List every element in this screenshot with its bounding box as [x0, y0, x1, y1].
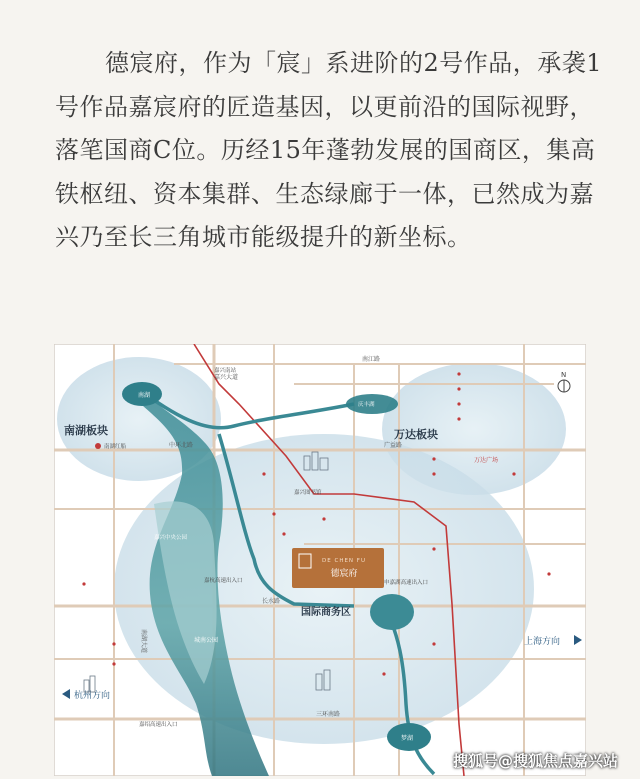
intro-line-5: 兴乃至长三角城市能级提升的新坐标。 — [55, 223, 472, 251]
intl-business-label: 国际商务区 — [301, 607, 351, 618]
landmark-red-boat: 南湖红船 — [104, 444, 127, 450]
landmark-shenjia-expressway: 申嘉湖高速出入口 — [384, 580, 429, 586]
central-park-lake — [370, 594, 414, 630]
road-label-sanhuan-south: 三环南路 — [316, 711, 341, 718]
landmark-wanda-plaza: 万达广场 — [474, 457, 499, 464]
nanhu-district-label: 南湖板块 — [64, 424, 108, 437]
intro-paragraph — [55, 42, 603, 260]
intro-line-3: 落笔国商C位。历经15年蓬勃发展的国商区，集高 — [55, 136, 596, 164]
landmark-library: 嘉兴图书馆 — [294, 490, 322, 496]
source-watermark: 搜狐号@搜狐焦点嘉兴站 — [452, 752, 618, 770]
road-label-guangyi: 广益路 — [384, 442, 403, 449]
intro-line-4: 铁枢纽、资本集群、生态绿廊于一体，已然成为嘉 — [55, 179, 594, 208]
project-name-label: 德宸府 — [330, 569, 358, 579]
wanda-district-label: 万达板块 — [394, 428, 438, 441]
landmark-central-park: 嘉兴中央公园 — [154, 535, 188, 541]
road-label-changshui: 长水路 — [262, 598, 281, 605]
landmark-jiaxing-south-station: 嘉兴南站 — [214, 368, 237, 374]
intro-line-2: 号作品嘉宸府的匠造基因，以更前沿的国际视野， — [55, 92, 594, 121]
road-label-nanjiang: 南江路 — [362, 356, 381, 363]
compass-north-label: N — [561, 371, 567, 379]
project-sub-label: DE CHEN FU — [322, 558, 366, 564]
landmark-chengnan-park: 城南公园 — [194, 637, 219, 644]
location-map[interactable] — [54, 344, 586, 776]
landmark-jiahang-expressway: 嘉杭高速出入口 — [204, 578, 243, 584]
intro-line-1: 德宸府，作为「宸」系进阶的2号作品，承袭1 — [105, 49, 603, 77]
landmark-nanhu-lake: 南湖 — [138, 392, 151, 399]
road-label-zhonghuan-north: 中环北路 — [169, 442, 194, 449]
road-label-jiaxing-ave: 嘉兴大道 — [214, 374, 239, 381]
landmark-meng-lake: 梦湖 — [401, 735, 414, 742]
nanhu-red-boat-marker — [95, 443, 101, 449]
hangzhou-direction-label: 杭州方向 — [74, 691, 111, 701]
shanghai-direction-label: 上海方向 — [524, 637, 561, 647]
landmark-expressway-in: 嘉绍高速出入口 — [139, 722, 178, 728]
road-label-nanhu-ave: 南湖大道 — [140, 629, 147, 654]
landmark-qingfeng-lake: 庆丰湖 — [358, 402, 375, 408]
